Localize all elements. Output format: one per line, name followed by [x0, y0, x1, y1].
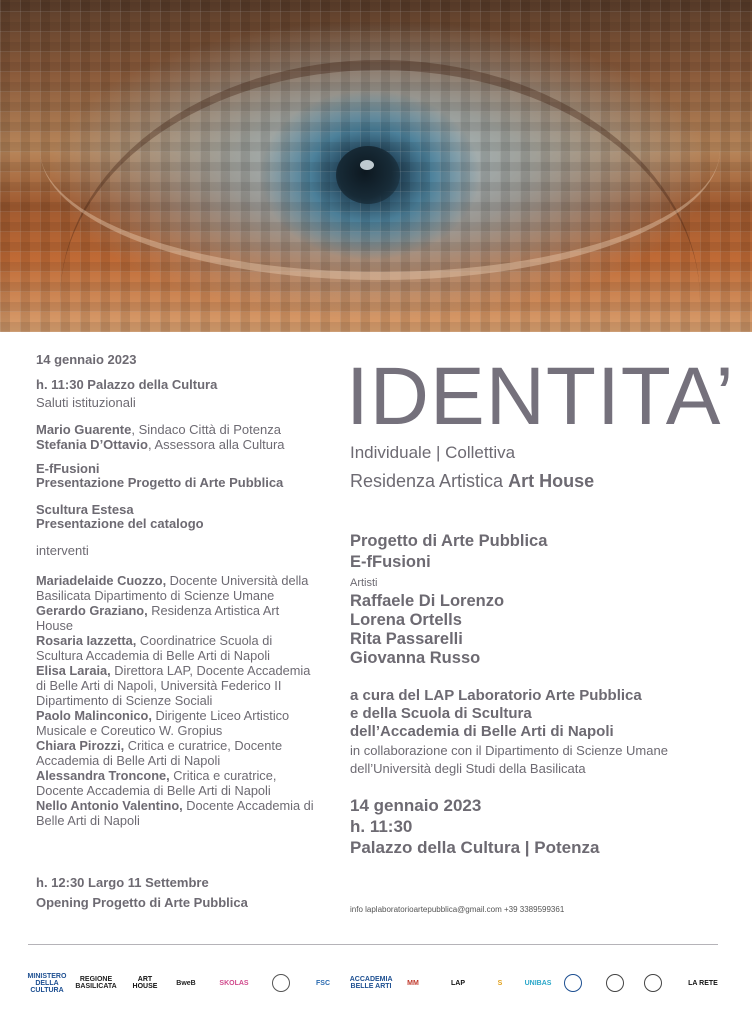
artist-item: Lorena Ortells [350, 611, 462, 629]
speaker-name: Stefania D’Ottavio [36, 437, 148, 452]
greetings: Saluti istituzionali [36, 395, 136, 410]
subtitle-individuale: Individuale | Collettiva [350, 443, 516, 462]
speaker-item [36, 798, 318, 828]
speaker-role: Residenza Artistica Art House [36, 603, 280, 633]
speaker-role: , Sindaco Città di Potenza [131, 422, 281, 437]
speakers-list [36, 573, 318, 828]
speaker-role: Direttora LAP, Docente Accademia di Belle Arti di Napoli, Università Federico II Dipartimento di Scienze Sociali [36, 663, 311, 708]
subtitle-residenza [350, 471, 594, 492]
effusioni-description: Presentazione Progetto di Arte Pubblica [36, 475, 284, 490]
left-date: 14 gennaio 2023 [36, 352, 137, 367]
speaker-role: Docente Università della Basilicata Dipartimento di Scienze Umane [36, 573, 309, 603]
first-time-slot: h. 11:30 Palazzo della Cultura [36, 377, 218, 392]
speaker-name: Elisa Laraia, [36, 663, 111, 678]
curated-line: e della Scuola di Scultura [350, 705, 532, 722]
partner-logo: MINISTERO DELLA CULTURA [27, 972, 67, 994]
collaboration-line: dell’Università degli Studi della Basilicata [350, 761, 586, 776]
scultura-label: Scultura Estesa [36, 502, 134, 517]
event-place: Palazzo della Cultura | Potenza [350, 838, 600, 857]
speaker-name: Paolo Malinconico, [36, 708, 152, 723]
partner-logo [564, 974, 582, 992]
collaboration-line: in collaborazione con il Dipartimento di Scienze Umane [350, 743, 668, 758]
speaker-role: Docente Accademia di Belle Arti di Napoli [36, 798, 314, 828]
speaker-item [36, 768, 318, 798]
speaker-item [36, 738, 318, 768]
curated-line: dell’Accademia di Belle Arti di Napoli [350, 723, 614, 740]
partner-logo [644, 974, 662, 992]
speaker-item [36, 603, 318, 633]
speaker-item [36, 573, 318, 603]
page-title: IDENTITA’ [346, 351, 735, 442]
subtitle-art-house: Art House [508, 471, 595, 491]
partner-logo: REGIONE BASILICATA [75, 976, 117, 990]
partner-logo: ART HOUSE [132, 976, 158, 990]
effusioni-label: E-fFusioni [36, 461, 100, 476]
speaker-name: Mario Guarente [36, 422, 132, 437]
speaker-role: Critica e curatrice, Docente Accademia di Belle Arti di Napoli [36, 768, 277, 798]
partner-logo: S [497, 979, 503, 987]
artist-item: Raffaele Di Lorenzo [350, 592, 505, 610]
eye-glint [360, 160, 374, 170]
speaker-item [36, 663, 318, 708]
opening-label: Opening Progetto di Arte Pubblica [36, 895, 248, 910]
partner-logo [606, 974, 624, 992]
artist-item: Giovanna Russo [350, 649, 481, 667]
partner-logo: MM [407, 979, 419, 987]
interventi-label: interventi [36, 543, 89, 558]
footer-divider [28, 944, 718, 945]
partner-logo: ACCADEMIA BELLE ARTI [349, 976, 393, 990]
partner-logo: LA RETE [688, 979, 718, 987]
project-title: Progetto di Arte Pubblica [350, 532, 548, 550]
project-name: E-fFusioni [350, 553, 431, 571]
partner-logos-row [26, 970, 726, 1000]
partner-logo: LAP [451, 979, 465, 987]
partner-logo: BweB [176, 979, 196, 987]
second-time-slot: h. 12:30 Largo 11 Settembre [36, 875, 209, 890]
speaker-role: Critica e curatrice, Docente Accademia di Belle Arti di Napoli [36, 738, 283, 768]
speaker-name: Nello Antonio Valentino, [36, 798, 183, 813]
artist-item: Rita Passarelli [350, 630, 463, 648]
speaker-role: , Assessora alla Cultura [147, 437, 285, 452]
speaker-item [36, 633, 318, 663]
speaker-name: Alessandra Troncone, [36, 768, 170, 783]
speaker-name: Gerardo Graziano, [36, 603, 148, 618]
speaker-role: Coordinatrice Scuola di Scultura Accademia di Belle Arti di Napoli [36, 633, 273, 663]
speaker-mario [36, 423, 321, 438]
speaker-role: Dirigente Liceo Artistico Musicale e Coreutico W. Gropius [36, 708, 290, 738]
scultura-description: Presentazione del catalogo [36, 516, 204, 531]
event-date: 14 gennaio 2023 [350, 796, 482, 815]
eye-pupil [336, 146, 400, 204]
partner-logo: UNIBAS [524, 979, 552, 987]
speaker-name: Rosaria Iazzetta, [36, 633, 137, 648]
event-time: h. 11:30 [350, 817, 413, 836]
subtitle-prefix: Residenza Artistica [350, 471, 509, 491]
hero-eye-mosaic-image [0, 0, 752, 332]
partner-logo: FSC [316, 979, 330, 987]
partner-logo [272, 974, 290, 992]
speaker-name: Mariadelaide Cuozzo, [36, 573, 167, 588]
partner-logo: SKOLAS [219, 979, 249, 987]
curated-line: a cura del LAP Laboratorio Arte Pubblica [350, 687, 642, 704]
artists-label: Artisti [350, 577, 378, 589]
contact-info: info laplaboratorioartepubblica@gmail.com +39 3389599361 [350, 905, 565, 914]
speaker-stefania [36, 438, 321, 453]
speaker-name: Chiara Pirozzi, [36, 738, 125, 753]
speaker-item [36, 708, 318, 738]
